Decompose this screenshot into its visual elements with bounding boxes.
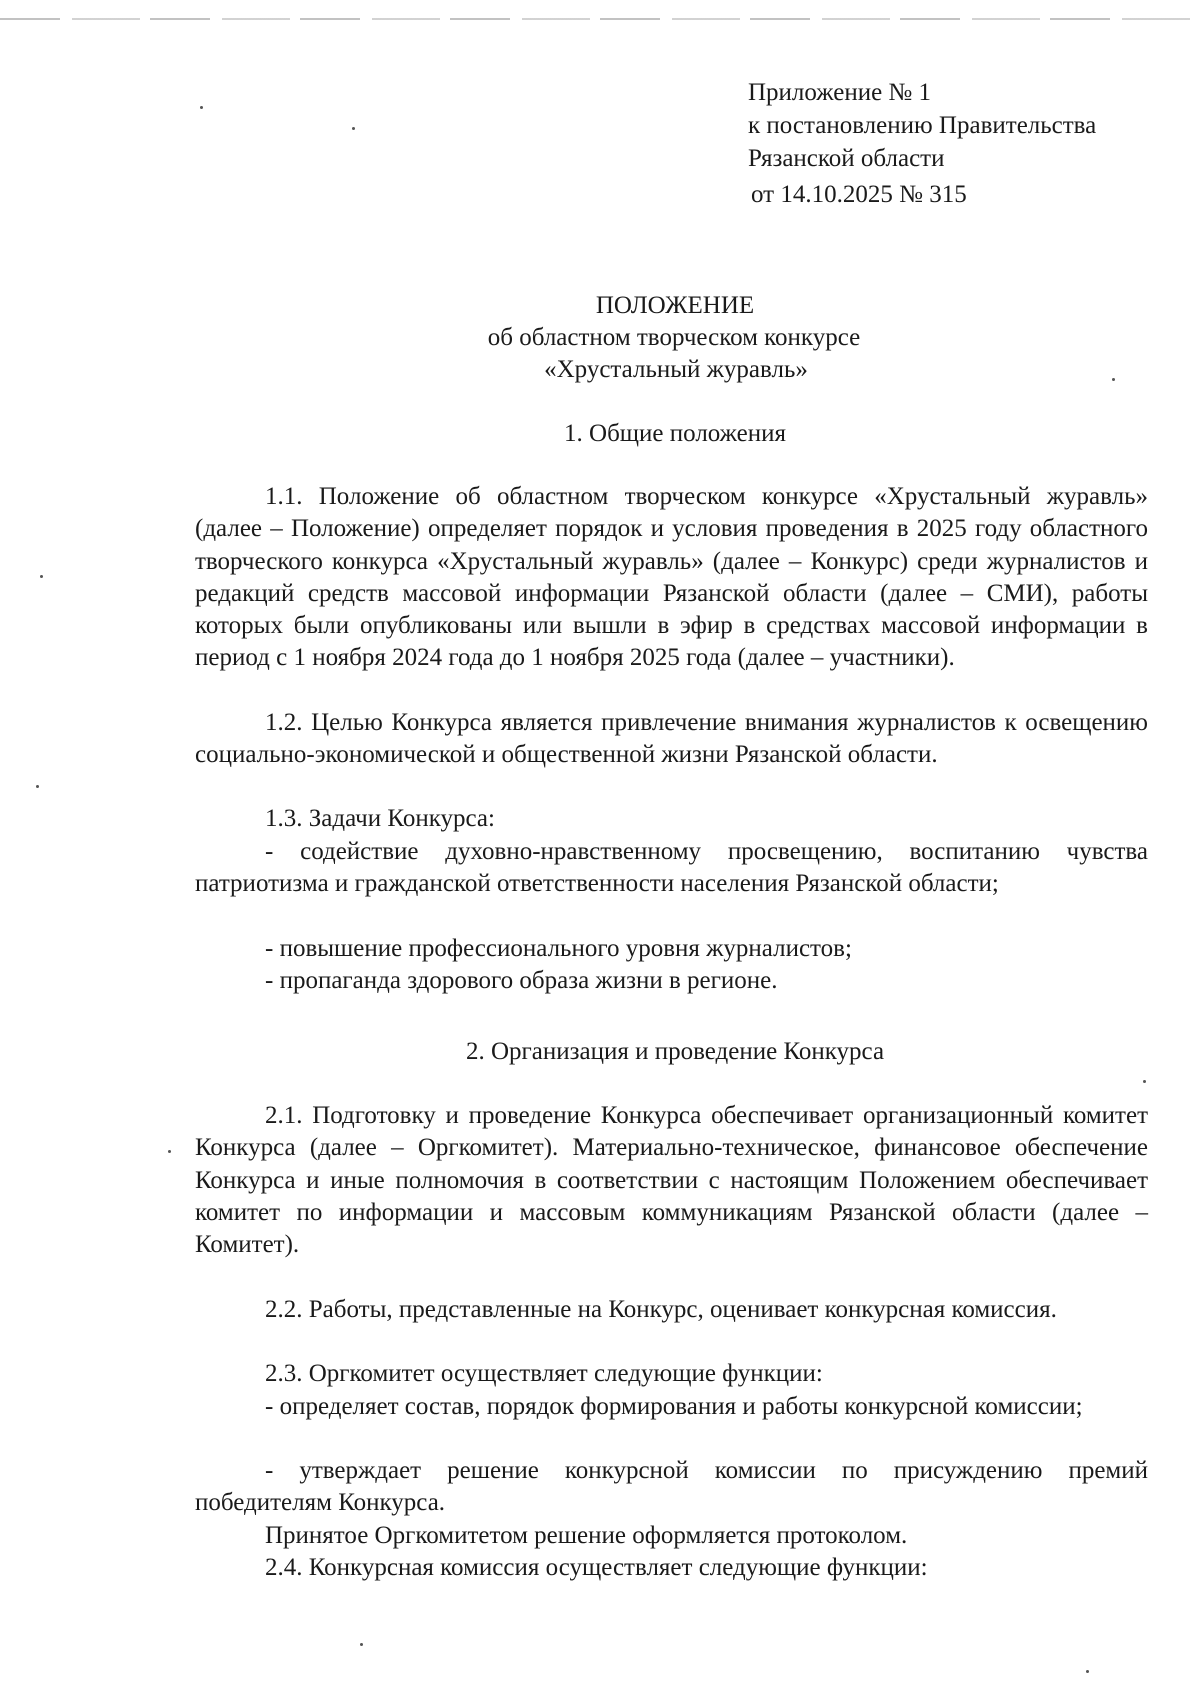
paragraph-2-3: 2.3. Оргкомитет осуществляет следующие функции:	[265, 1360, 823, 1387]
paragraph-1-3: 1.3. Задачи Конкурса:	[265, 805, 495, 832]
paragraph-1-1: 1.1. Положение об областном творческом конкурсе «Хрустальный журавль» (далее – Положение) определяет порядок и условия проведения в 2025 году областного творческого конкурса «Хрустальный журавль» (далее – Конкурс) среди журналистов и редакций средств массовой информации Рязанской области (далее – СМИ), работы которых были опубликованы или вышли в эфир в средствах массовой информации в период с 1 ноября 2024 года до 1 ноября 2025 года (далее – участники).	[195, 483, 1148, 672]
task-item-2: - повышение профессионального уровня журналистов;	[265, 935, 852, 962]
paragraph-2-2: 2.2. Работы, представленные на Конкурс, оценивает конкурсная комиссия.	[265, 1296, 1057, 1323]
title-line-1: ПОЛОЖЕНИЕ	[595, 292, 755, 319]
scan-speck	[352, 127, 355, 130]
approval-line-2: к постановлению Правительства	[748, 112, 1097, 139]
function-item-1: - определяет состав, порядок формирования и работы конкурсной комиссии;	[265, 1393, 1083, 1420]
scan-speck	[1086, 1670, 1089, 1673]
scan-speck	[168, 1150, 171, 1153]
decision-note: Принятое Оргкомитетом решение оформляется протоколом.	[265, 1522, 908, 1549]
section-2-heading: 2. Организация и проведение Конкурса	[465, 1038, 885, 1065]
approval-block	[748, 76, 1096, 211]
approval-date: от 14.10.2025 № 315	[751, 181, 967, 208]
function-item-2: - утверждает решение конкурсной комиссии по присуждению премий победителям Конкурса.	[195, 1457, 1148, 1517]
scan-speck	[40, 575, 43, 578]
document-title	[0, 290, 1200, 386]
paragraph-2-4: 2.4. Конкурсная комиссия осуществляет следующие функции:	[265, 1554, 928, 1581]
scan-speck	[200, 106, 203, 109]
approval-line-1: Приложение № 1	[748, 79, 932, 106]
scan-speck	[360, 1643, 363, 1646]
scan-speck	[36, 785, 39, 788]
paragraph-1-2: 1.2. Целью Конкурса является привлечение внимания журналистов к освещению социально-экономической и общественной жизни Рязанской области.	[195, 709, 1148, 769]
title-line-3: «Хрустальный журавль»	[544, 356, 808, 383]
section-1-heading: 1. Общие положения	[564, 420, 786, 447]
task-item-3: - пропаганда здорового образа жизни в регионе.	[265, 967, 778, 994]
approval-line-3: Рязанской области	[748, 145, 945, 172]
task-item-1: - содействие духовно-нравственному просвещению, воспитанию чувства патриотизма и гражданской ответственности населения Рязанской области;	[195, 838, 1148, 898]
paragraph-2-1: 2.1. Подготовку и проведение Конкурса обеспечивает организационный комитет Конкурса (далее – Оргкомитет). Материально-техническое, финансовое обеспечение Конкурса и иные полномочия в соответствии с настоящим Положением обеспечивает комитет по информации и массовым коммуникациям Рязанской области (далее – Комитет).	[195, 1102, 1148, 1259]
scan-speck	[1143, 1080, 1146, 1083]
scan-edge-line	[0, 18, 1200, 20]
title-line-2: об областном творческом конкурсе	[487, 324, 861, 351]
